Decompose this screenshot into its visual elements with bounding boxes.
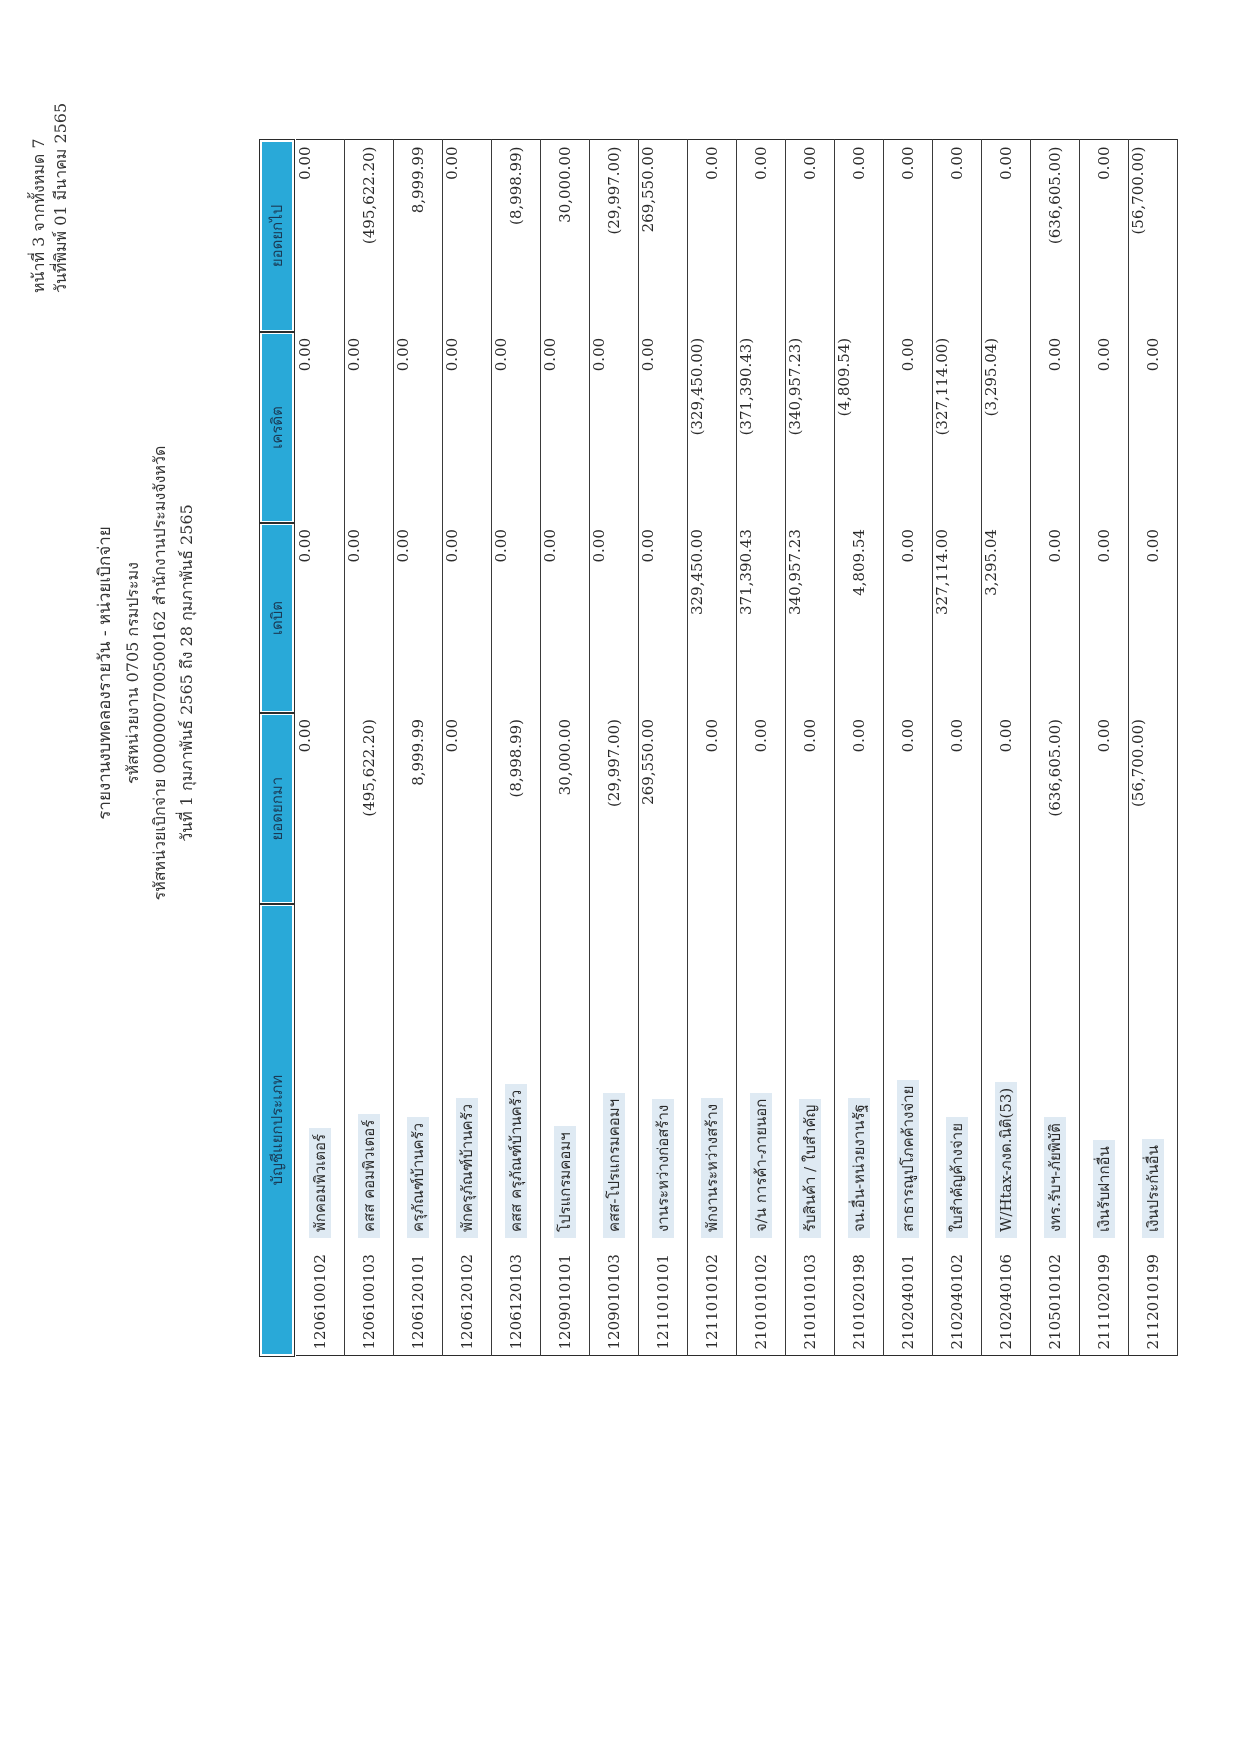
account-code: 1206120101 — [394, 1244, 443, 1356]
credit: (371,390.43) — [737, 332, 786, 523]
col-header-carried-forward: ยอดยกไป — [260, 140, 294, 332]
account-code: 1206120102 — [443, 1244, 492, 1356]
account-code: 2102040102 — [933, 1244, 982, 1356]
table-row — [541, 140, 590, 1356]
debit: 4,809.54 — [835, 523, 884, 713]
brought-forward: 0.00 — [933, 713, 982, 904]
print-date: วันที่พิมพ์ 01 มีนาคม 2565 — [51, 102, 70, 293]
table-row — [394, 140, 443, 1356]
debit: 327,114.00 — [933, 523, 982, 713]
trial-balance-table — [258, 138, 1178, 1358]
credit: 0.00 — [394, 332, 443, 523]
table-row — [737, 140, 786, 1356]
debit: 0.00 — [541, 523, 590, 713]
table-row — [982, 140, 1031, 1356]
account-code: 2111020199 — [1080, 1244, 1129, 1356]
brought-forward: 0.00 — [982, 713, 1031, 904]
credit: 0.00 — [541, 332, 590, 523]
carried-forward: 0.00 — [294, 140, 345, 332]
brought-forward: (29,997.00) — [590, 713, 639, 904]
credit: 0.00 — [590, 332, 639, 523]
debit: 371,390.43 — [737, 523, 786, 713]
table-row — [786, 140, 835, 1356]
account-code: 1211010101 — [639, 1244, 688, 1356]
debit: 0.00 — [1129, 523, 1178, 713]
account-name: จ/น การค้า-ภายนอก — [737, 904, 786, 1244]
account-code: 1206100103 — [345, 1244, 394, 1356]
debit: 0.00 — [1031, 523, 1080, 713]
table-row — [835, 140, 884, 1356]
table-row — [933, 140, 982, 1356]
account-name: พักงานระหว่างสร้าง — [688, 904, 737, 1244]
debit: 329,450.00 — [688, 523, 737, 713]
brought-forward: (8,998.99) — [492, 713, 541, 904]
account-name: สาธารณูปโภคค้างจ่าย — [884, 904, 933, 1244]
credit: (4,809.54) — [835, 332, 884, 523]
table-header-row — [260, 140, 294, 1356]
account-code: 1211010102 — [688, 1244, 737, 1356]
account-name: รับสินค้า / ใบสำคัญ — [786, 904, 835, 1244]
credit: 0.00 — [1031, 332, 1080, 523]
account-name: จน.อื่น-หน่วยงานรัฐ — [835, 904, 884, 1244]
table-row — [345, 140, 394, 1356]
agency-code: รหัสหน่วยงาน 0705 กรมประมง — [123, 562, 142, 784]
credit: 0.00 — [294, 332, 345, 523]
carried-forward: 269,550.00 — [639, 140, 688, 332]
account-name: คสส-โปรแกรมคอมฯ — [590, 904, 639, 1244]
col-header-brought-forward: ยอดยกมา — [260, 713, 294, 904]
account-code: 2101010102 — [737, 1244, 786, 1356]
carried-forward: 0.00 — [786, 140, 835, 332]
brought-forward: 269,550.00 — [639, 713, 688, 904]
carried-forward: 0.00 — [835, 140, 884, 332]
brought-forward: 0.00 — [786, 713, 835, 904]
table-row — [294, 140, 345, 1356]
account-code: 2112010199 — [1129, 1244, 1178, 1356]
account-name: ใบสำคัญค้างจ่าย — [933, 904, 982, 1244]
carried-forward: 0.00 — [688, 140, 737, 332]
account-name: โปรแกรมคอมฯ — [541, 904, 590, 1244]
credit: 0.00 — [639, 332, 688, 523]
brought-forward: 0.00 — [1080, 713, 1129, 904]
account-code: 2102040106 — [982, 1244, 1031, 1356]
carried-forward: (636,605.00) — [1031, 140, 1080, 332]
carried-forward: 8,999.99 — [394, 140, 443, 332]
account-name: งทร.รับฯ-ภัยพิบัติ — [1031, 904, 1080, 1244]
table-row — [688, 140, 737, 1356]
page-number: หน้าที่ 3 จากทั้งหมด 7 — [29, 138, 48, 293]
account-code: 1206120103 — [492, 1244, 541, 1356]
account-name: เงินประกันอื่น — [1129, 904, 1178, 1244]
report-header — [92, 413, 200, 933]
brought-forward: 30,000.00 — [541, 713, 590, 904]
account-name: คสส คอมพิวเตอร์ — [345, 904, 394, 1244]
table-row — [884, 140, 933, 1356]
brought-forward: 0.00 — [294, 713, 345, 904]
carried-forward: 0.00 — [737, 140, 786, 332]
disbursement-unit: รหัสหน่วยเบิกจ่าย 0000000700500162 สำนักงานประมงจังหวัด — [150, 445, 169, 901]
carried-forward: 0.00 — [1080, 140, 1129, 332]
credit: (329,450.00) — [688, 332, 737, 523]
carried-forward: 0.00 — [933, 140, 982, 332]
table-body — [294, 140, 1178, 1356]
brought-forward: (495,622.20) — [345, 713, 394, 904]
credit: 0.00 — [1129, 332, 1178, 523]
brought-forward: 0.00 — [443, 713, 492, 904]
account-name: พักครุภัณฑ์บ้านครัว — [443, 904, 492, 1244]
credit: 0.00 — [492, 332, 541, 523]
col-header-debit: เดบิต — [260, 523, 294, 713]
carried-forward: 0.00 — [982, 140, 1031, 332]
debit: 0.00 — [1080, 523, 1129, 713]
table-row — [1080, 140, 1129, 1356]
account-code: 2101010103 — [786, 1244, 835, 1356]
debit: 0.00 — [294, 523, 345, 713]
account-name: พักคอมพิวเตอร์ — [294, 904, 345, 1244]
credit: (3,295.04) — [982, 332, 1031, 523]
account-code: 1209010103 — [590, 1244, 639, 1356]
account-name: งานระหว่างก่อสร้าง — [639, 904, 688, 1244]
table-row — [590, 140, 639, 1356]
brought-forward: 8,999.99 — [394, 713, 443, 904]
carried-forward: (495,622.20) — [345, 140, 394, 332]
debit: 340,957.23 — [786, 523, 835, 713]
account-code: 2101020198 — [835, 1244, 884, 1356]
page-info — [28, 103, 72, 293]
credit: 0.00 — [443, 332, 492, 523]
debit: 0.00 — [590, 523, 639, 713]
carried-forward: (56,700.00) — [1129, 140, 1178, 332]
report-period: วันที่ 1 กุมภาพันธ์ 2565 ถึง 28 กุมภาพันธ์ 2565 — [177, 504, 196, 842]
carried-forward: 0.00 — [443, 140, 492, 332]
brought-forward: (56,700.00) — [1129, 713, 1178, 904]
debit: 0.00 — [492, 523, 541, 713]
carried-forward: 30,000.00 — [541, 140, 590, 332]
brought-forward: 0.00 — [884, 713, 933, 904]
debit: 0.00 — [639, 523, 688, 713]
credit: (327,114.00) — [933, 332, 982, 523]
brought-forward: 0.00 — [737, 713, 786, 904]
report-title: รายงานงบทดลองรายวัน - หน่วยเบิกจ่าย — [95, 526, 115, 820]
credit: 0.00 — [1080, 332, 1129, 523]
col-header-account: บัญชีแยกประเภท — [260, 904, 294, 1356]
credit: 0.00 — [345, 332, 394, 523]
brought-forward: 0.00 — [835, 713, 884, 904]
debit: 0.00 — [345, 523, 394, 713]
credit: 0.00 — [884, 332, 933, 523]
table-row — [443, 140, 492, 1356]
account-code: 1209010101 — [541, 1244, 590, 1356]
debit: 0.00 — [884, 523, 933, 713]
account-code: 2105010102 — [1031, 1244, 1080, 1356]
carried-forward: 0.00 — [884, 140, 933, 332]
account-name: คสส ครุภัณฑ์บ้านครัว — [492, 904, 541, 1244]
account-name: เงินรับฝากอื่น — [1080, 904, 1129, 1244]
account-name: W/Htax-ภงด.นิติ(53) — [982, 904, 1031, 1244]
debit: 0.00 — [394, 523, 443, 713]
table-row — [1031, 140, 1080, 1356]
account-name: ครุภัณฑ์บ้านครัว — [394, 904, 443, 1244]
credit: (340,957.23) — [786, 332, 835, 523]
table-row — [639, 140, 688, 1356]
brought-forward: 0.00 — [688, 713, 737, 904]
debit: 3,295.04 — [982, 523, 1031, 713]
col-header-credit: เครดิต — [260, 332, 294, 523]
account-code: 2102040101 — [884, 1244, 933, 1356]
table-row — [1129, 140, 1178, 1356]
brought-forward: (636,605.00) — [1031, 713, 1080, 904]
carried-forward: (29,997.00) — [590, 140, 639, 332]
table-row — [492, 140, 541, 1356]
carried-forward: (8,998.99) — [492, 140, 541, 332]
account-code: 1206100102 — [294, 1244, 345, 1356]
debit: 0.00 — [443, 523, 492, 713]
